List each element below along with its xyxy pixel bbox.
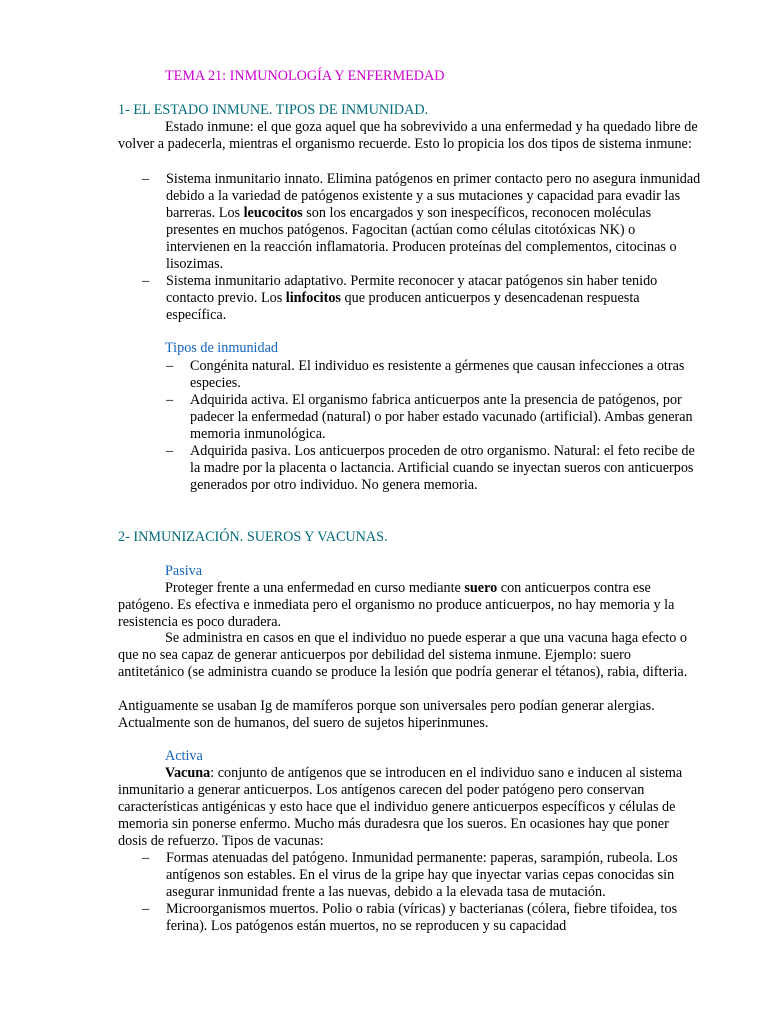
paragraph-text: Proteger frente a una enfermedad en curso mediante bbox=[165, 580, 465, 596]
section1-intro: Estado inmune: el que goza aquel que ha sobrevivido a una enfermedad y ha quedado libre de volver a padecerla, mientras el organismo recuerde. Esto lo propicia los dos tipos de sistema inmune: bbox=[118, 119, 698, 152]
dash-bullet: – bbox=[166, 358, 174, 374]
list-item-text: Adquirida pasiva. Los anticuerpos proceden de otro organismo. Natural: el feto recibe de la madre por la placenta o lactancia. Artificial cuando se inyectan sueros con anticuerpos generados por otro individuo. No genera memoria. bbox=[190, 443, 695, 493]
list-item-text: Sistema inmunitario innato. Elimina patógenos en primer contacto pero no asegura inmunidad debido a la variedad de patógenos existente y a sus mutaciones y capacidad para evadir las barreras. Los bbox=[166, 171, 701, 221]
activa-paragraph bbox=[118, 765, 700, 850]
paragraph-text: : conjunto de antígenos que se introducen en el individuo sano e inducen al sistema inmunitario a generar anticuerpos. Los antígenos carecen del poder patógeno pero conservan características antigénicas y esto hace que el individuo genere anticuerpos específicos y células de memoria sin ponerse enfermo. Mucho más duradesra que los sueros. En ocasiones hay que poner dosis de refuerzo. Tipos de vacunas: bbox=[118, 765, 683, 849]
dash-bullet: – bbox=[142, 901, 150, 917]
section1-heading: 1- EL ESTADO INMUNE. TIPOS DE INMUNIDAD. bbox=[118, 102, 429, 118]
list-item-text: Sistema inmunitario adaptativo. Permite reconocer y atacar patógenos sin haber tenido contacto previo. Los bbox=[166, 273, 658, 306]
section2-heading: 2- INMUNIZACIÓN. SUEROS Y VACUNAS. bbox=[118, 529, 388, 545]
bold-term: Vacuna bbox=[165, 765, 211, 781]
list-item-text: Congénita natural. El individuo es resistente a gérmenes que causan infecciones a otras especies. bbox=[190, 358, 685, 391]
pasiva-paragraph-1 bbox=[118, 580, 700, 631]
list-item bbox=[142, 171, 702, 273]
paragraph-text: con anticuerpos contra ese patógeno. Es efectiva e inmediata pero el organismo no produce anticuerpos, no hay memoria y la resistencia es poco duradera. bbox=[118, 580, 675, 630]
list-item-text: Formas atenuadas del patógeno. Inmunidad permanente: paperas, sarampión, rubeola. Los antígenos son estables. En el virus de la gripe hay que inyectar varias cepas conocidas sin asegurar inmunidad frente a las nuevas, debido a la elevada tasa de mutación. bbox=[166, 850, 678, 900]
list-item-text: que producen anticuerpos y desencadenan respuesta específica. bbox=[166, 290, 640, 323]
list-item bbox=[166, 358, 702, 392]
bold-term: linfocitos bbox=[285, 290, 341, 306]
list-item bbox=[166, 443, 702, 494]
list-item bbox=[142, 850, 702, 901]
bold-term: leucocitos bbox=[243, 205, 303, 221]
document-title: TEMA 21: INMUNOLOGÍA Y ENFERMEDAD bbox=[165, 68, 445, 84]
vaccine-types-list bbox=[142, 850, 702, 935]
dash-bullet: – bbox=[166, 392, 174, 408]
bold-term: suero bbox=[464, 580, 498, 596]
dash-bullet: – bbox=[166, 443, 174, 459]
immune-systems-list bbox=[142, 171, 702, 324]
pasiva-paragraph-3: Antiguamente se usaban Ig de mamíferos porque son universales pero podían generar alergias. Actualmente son de humanos, del suero de sujetos hiperinmunes. bbox=[118, 698, 655, 731]
dash-bullet: – bbox=[142, 850, 150, 866]
pasiva-paragraph-2: Se administra en casos en que el individuo no puede esperar a que una vacuna haga efecto o que no sea capaz de generar anticuerpos por debilidad del sistema inmune. Ejemplo: suero antitetánico (se administra cuando se produce la lesión que podría generar el tétanos), rabia, difteria. bbox=[118, 630, 688, 680]
activa-heading: Activa bbox=[165, 748, 203, 764]
list-item-text: son los encargados y son inespecíficos, reconocen moléculas presentes en muchos patógenos. Fagocitan (actúan como células citotóxicas NK) o intervienen en la reacción inflamatoria. Producen proteínas del complementos, citocinas o lisozimas. bbox=[166, 205, 677, 272]
dash-bullet: – bbox=[142, 171, 150, 187]
immunity-types-heading: Tipos de inmunidad bbox=[165, 340, 278, 356]
list-item-text: Microorganismos muertos. Polio o rabia (víricas) y bacterianas (cólera, fiebre tifoidea, tos ferina). Los patógenos están muertos, no se reproducen y su capacidad bbox=[166, 901, 678, 934]
pasiva-heading: Pasiva bbox=[165, 563, 203, 579]
list-item bbox=[142, 901, 702, 935]
immunity-types-list bbox=[166, 358, 702, 494]
list-item bbox=[166, 392, 702, 443]
list-item bbox=[142, 273, 702, 324]
list-item-text: Adquirida activa. El organismo fabrica anticuerpos ante la presencia de patógenos, por padecer la enfermedad (natural) o por haber estado vacunado (artificial). Ambas generan memoria inmunológica. bbox=[190, 392, 693, 442]
dash-bullet: – bbox=[142, 273, 150, 289]
